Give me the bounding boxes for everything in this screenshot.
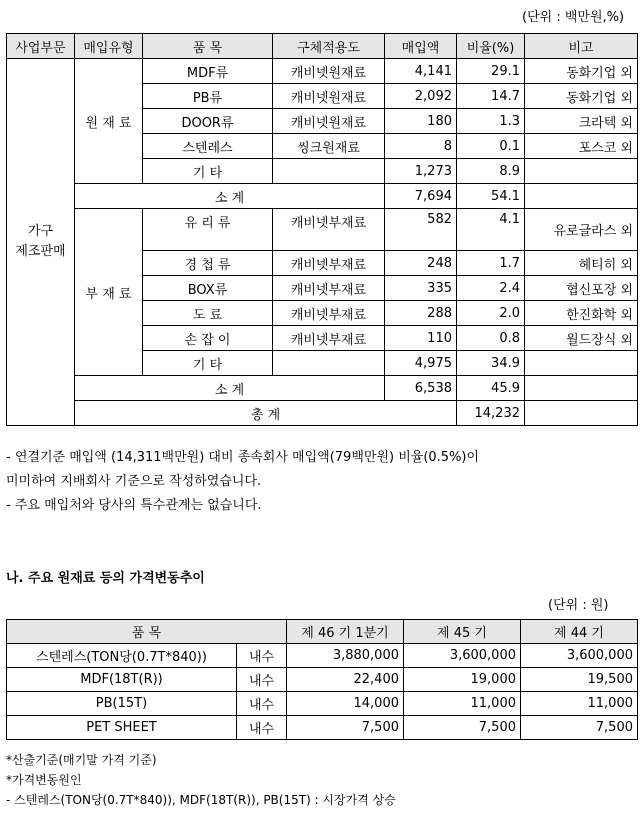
header-type: 매입유형 [75, 34, 143, 59]
amount-cell: 2,092 [385, 84, 457, 109]
market-cell: 내수 [237, 692, 287, 716]
subtotal-note [525, 184, 638, 209]
amount-cell: 288 [385, 301, 457, 326]
note-cell: 유로글라스 외 [525, 209, 638, 251]
note-line: 미미하여 지배회사 기준으로 작성하였습니다. [6, 474, 262, 489]
header-period-46: 제 46 기 1분기 [287, 620, 404, 644]
table-row [7, 644, 638, 668]
unit-label-1: (단위 : 백만원,%) [522, 10, 625, 25]
item-cell: PB(15T) [7, 692, 237, 716]
use-cell: 캐비넷원재료 [273, 84, 385, 109]
note-line: *가격변동원인 [6, 773, 82, 787]
table-row [7, 209, 638, 251]
market-cell: 내수 [237, 716, 287, 740]
unit-label-2: (단위 : 원) [548, 598, 609, 613]
notes-block-1 [6, 446, 479, 518]
note-cell: 포스코 외 [525, 134, 638, 159]
item-cell: PET SHEET [7, 716, 237, 740]
use-cell: 캐비넷부재료 [273, 301, 385, 326]
use-cell: 캐비넷부재료 [273, 276, 385, 301]
segment-label-2: 제조판매 [15, 244, 66, 259]
market-cell: 내수 [237, 668, 287, 692]
price-trend-table [6, 619, 638, 740]
amount-cell: 335 [385, 276, 457, 301]
amount-cell: 110 [385, 326, 457, 351]
table-header-row [7, 34, 638, 59]
item-cell: 기 타 [143, 159, 273, 184]
item-cell: BOX류 [143, 276, 273, 301]
header-amount: 매입액 [385, 34, 457, 59]
subtotal-amount: 7,694 [385, 184, 457, 209]
total-label: 총 계 [75, 401, 457, 426]
item-cell: 기 타 [143, 351, 273, 376]
subtotal-label: 소 계 [75, 184, 385, 209]
header-use: 구체적용도 [273, 34, 385, 59]
price-cell: 22,400 [287, 668, 404, 692]
subtotal-label: 소 계 [75, 376, 385, 401]
amount-cell: 8 [385, 134, 457, 159]
amount-cell: 4,975 [385, 351, 457, 376]
table-row [7, 668, 638, 692]
note-line: - 연결기준 매입액 (14,311백만원) 대비 종속회사 매입액(79백만원) 비율(0.5%)이 [6, 450, 480, 465]
ratio-cell: 14.7 [457, 84, 525, 109]
note-cell: 한진화학 외 [525, 301, 638, 326]
ratio-cell: 0.1 [457, 134, 525, 159]
note-cell [525, 159, 638, 184]
table-row [7, 692, 638, 716]
ratio-cell: 8.9 [457, 159, 525, 184]
ratio-cell: 34.9 [457, 351, 525, 376]
ratio-cell: 2.0 [457, 301, 525, 326]
use-cell [273, 159, 385, 184]
market-cell: 내수 [237, 644, 287, 668]
total-amount: 14,232 [457, 401, 525, 426]
amount-cell: 248 [385, 251, 457, 276]
item-cell: 손 잡 이 [143, 326, 273, 351]
note-cell [525, 351, 638, 376]
use-cell: 캐비넷부재료 [273, 209, 385, 251]
subtotal-note [525, 376, 638, 401]
price-cell: 11,000 [521, 692, 638, 716]
use-cell [273, 351, 385, 376]
total-row [7, 401, 638, 426]
use-cell: 캐비넷원재료 [273, 59, 385, 84]
note-cell: 헤티히 외 [525, 251, 638, 276]
item-cell: PB류 [143, 84, 273, 109]
use-cell: 캐비넷부재료 [273, 326, 385, 351]
subtotal-row [7, 184, 638, 209]
notes-block-2 [6, 750, 396, 810]
amount-cell: 1,273 [385, 159, 457, 184]
section-heading: 나. 주요 원재료 등의 가격변동추이 [6, 571, 205, 586]
note-line: - 주요 매입처와 당사의 특수관계는 없습니다. [6, 498, 262, 513]
ratio-cell: 4.1 [457, 209, 525, 251]
subtotal-amount: 6,538 [385, 376, 457, 401]
use-cell: 씽크원재료 [273, 134, 385, 159]
note-cell: 동화기업 외 [525, 84, 638, 109]
ratio-cell: 2.4 [457, 276, 525, 301]
item-cell: 경 첩 류 [143, 251, 273, 276]
ratio-cell: 1.7 [457, 251, 525, 276]
price-cell: 11,000 [404, 692, 521, 716]
header-item: 품 목 [143, 34, 273, 59]
header-period-45: 제 45 기 [404, 620, 521, 644]
header-period-44: 제 44 기 [521, 620, 638, 644]
use-cell: 캐비넷원재료 [273, 109, 385, 134]
price-cell: 7,500 [404, 716, 521, 740]
ratio-cell: 0.8 [457, 326, 525, 351]
total-ratio [525, 401, 638, 426]
item-cell: MDF류 [143, 59, 273, 84]
subtotal-ratio: 54.1 [457, 184, 525, 209]
raw-type-cell: 원 재 료 [75, 59, 143, 184]
amount-cell: 582 [385, 209, 457, 251]
price-cell: 19,500 [521, 668, 638, 692]
amount-cell: 180 [385, 109, 457, 134]
purchase-table [6, 33, 638, 426]
subtotal-ratio: 45.9 [457, 376, 525, 401]
item-cell: 도 료 [143, 301, 273, 326]
price-cell: 7,500 [287, 716, 404, 740]
item-cell: 유 리 류 [143, 209, 273, 251]
table-header-row [7, 620, 638, 644]
amount-cell: 4,141 [385, 59, 457, 84]
price-cell: 3,880,000 [287, 644, 404, 668]
item-cell: 스텐레스(TON당(0.7T*840)) [7, 644, 237, 668]
table-row [7, 716, 638, 740]
item-cell: DOOR류 [143, 109, 273, 134]
subtotal-row [7, 376, 638, 401]
note-cell: 월드장식 외 [525, 326, 638, 351]
note-line: - 스텐레스(TON당(0.7T*840)), MDF(18T(R)), PB(15T) : 시장가격 상승 [6, 793, 396, 807]
note-cell: 동화기업 외 [525, 59, 638, 84]
header-segment: 사업부문 [7, 34, 75, 59]
item-cell: MDF(18T(R)) [7, 668, 237, 692]
price-cell: 3,600,000 [404, 644, 521, 668]
table-row [7, 59, 638, 84]
ratio-cell: 1.3 [457, 109, 525, 134]
use-cell: 캐비넷부재료 [273, 251, 385, 276]
sub-type-cell: 부 재 료 [75, 209, 143, 376]
note-cell: 크라텍 외 [525, 109, 638, 134]
price-cell: 7,500 [521, 716, 638, 740]
header-note: 비고 [525, 34, 638, 59]
ratio-cell: 29.1 [457, 59, 525, 84]
header-ratio: 비율(%) [457, 34, 525, 59]
price-cell: 3,600,000 [521, 644, 638, 668]
price-cell: 19,000 [404, 668, 521, 692]
item-cell: 스텐레스 [143, 134, 273, 159]
note-cell: 협신포장 외 [525, 276, 638, 301]
note-line: *산출기준(매기말 가격 기준) [6, 753, 157, 767]
price-cell: 14,000 [287, 692, 404, 716]
header-item: 품 목 [7, 620, 287, 644]
segment-cell [7, 59, 75, 426]
segment-label-1: 가구 [27, 224, 54, 239]
